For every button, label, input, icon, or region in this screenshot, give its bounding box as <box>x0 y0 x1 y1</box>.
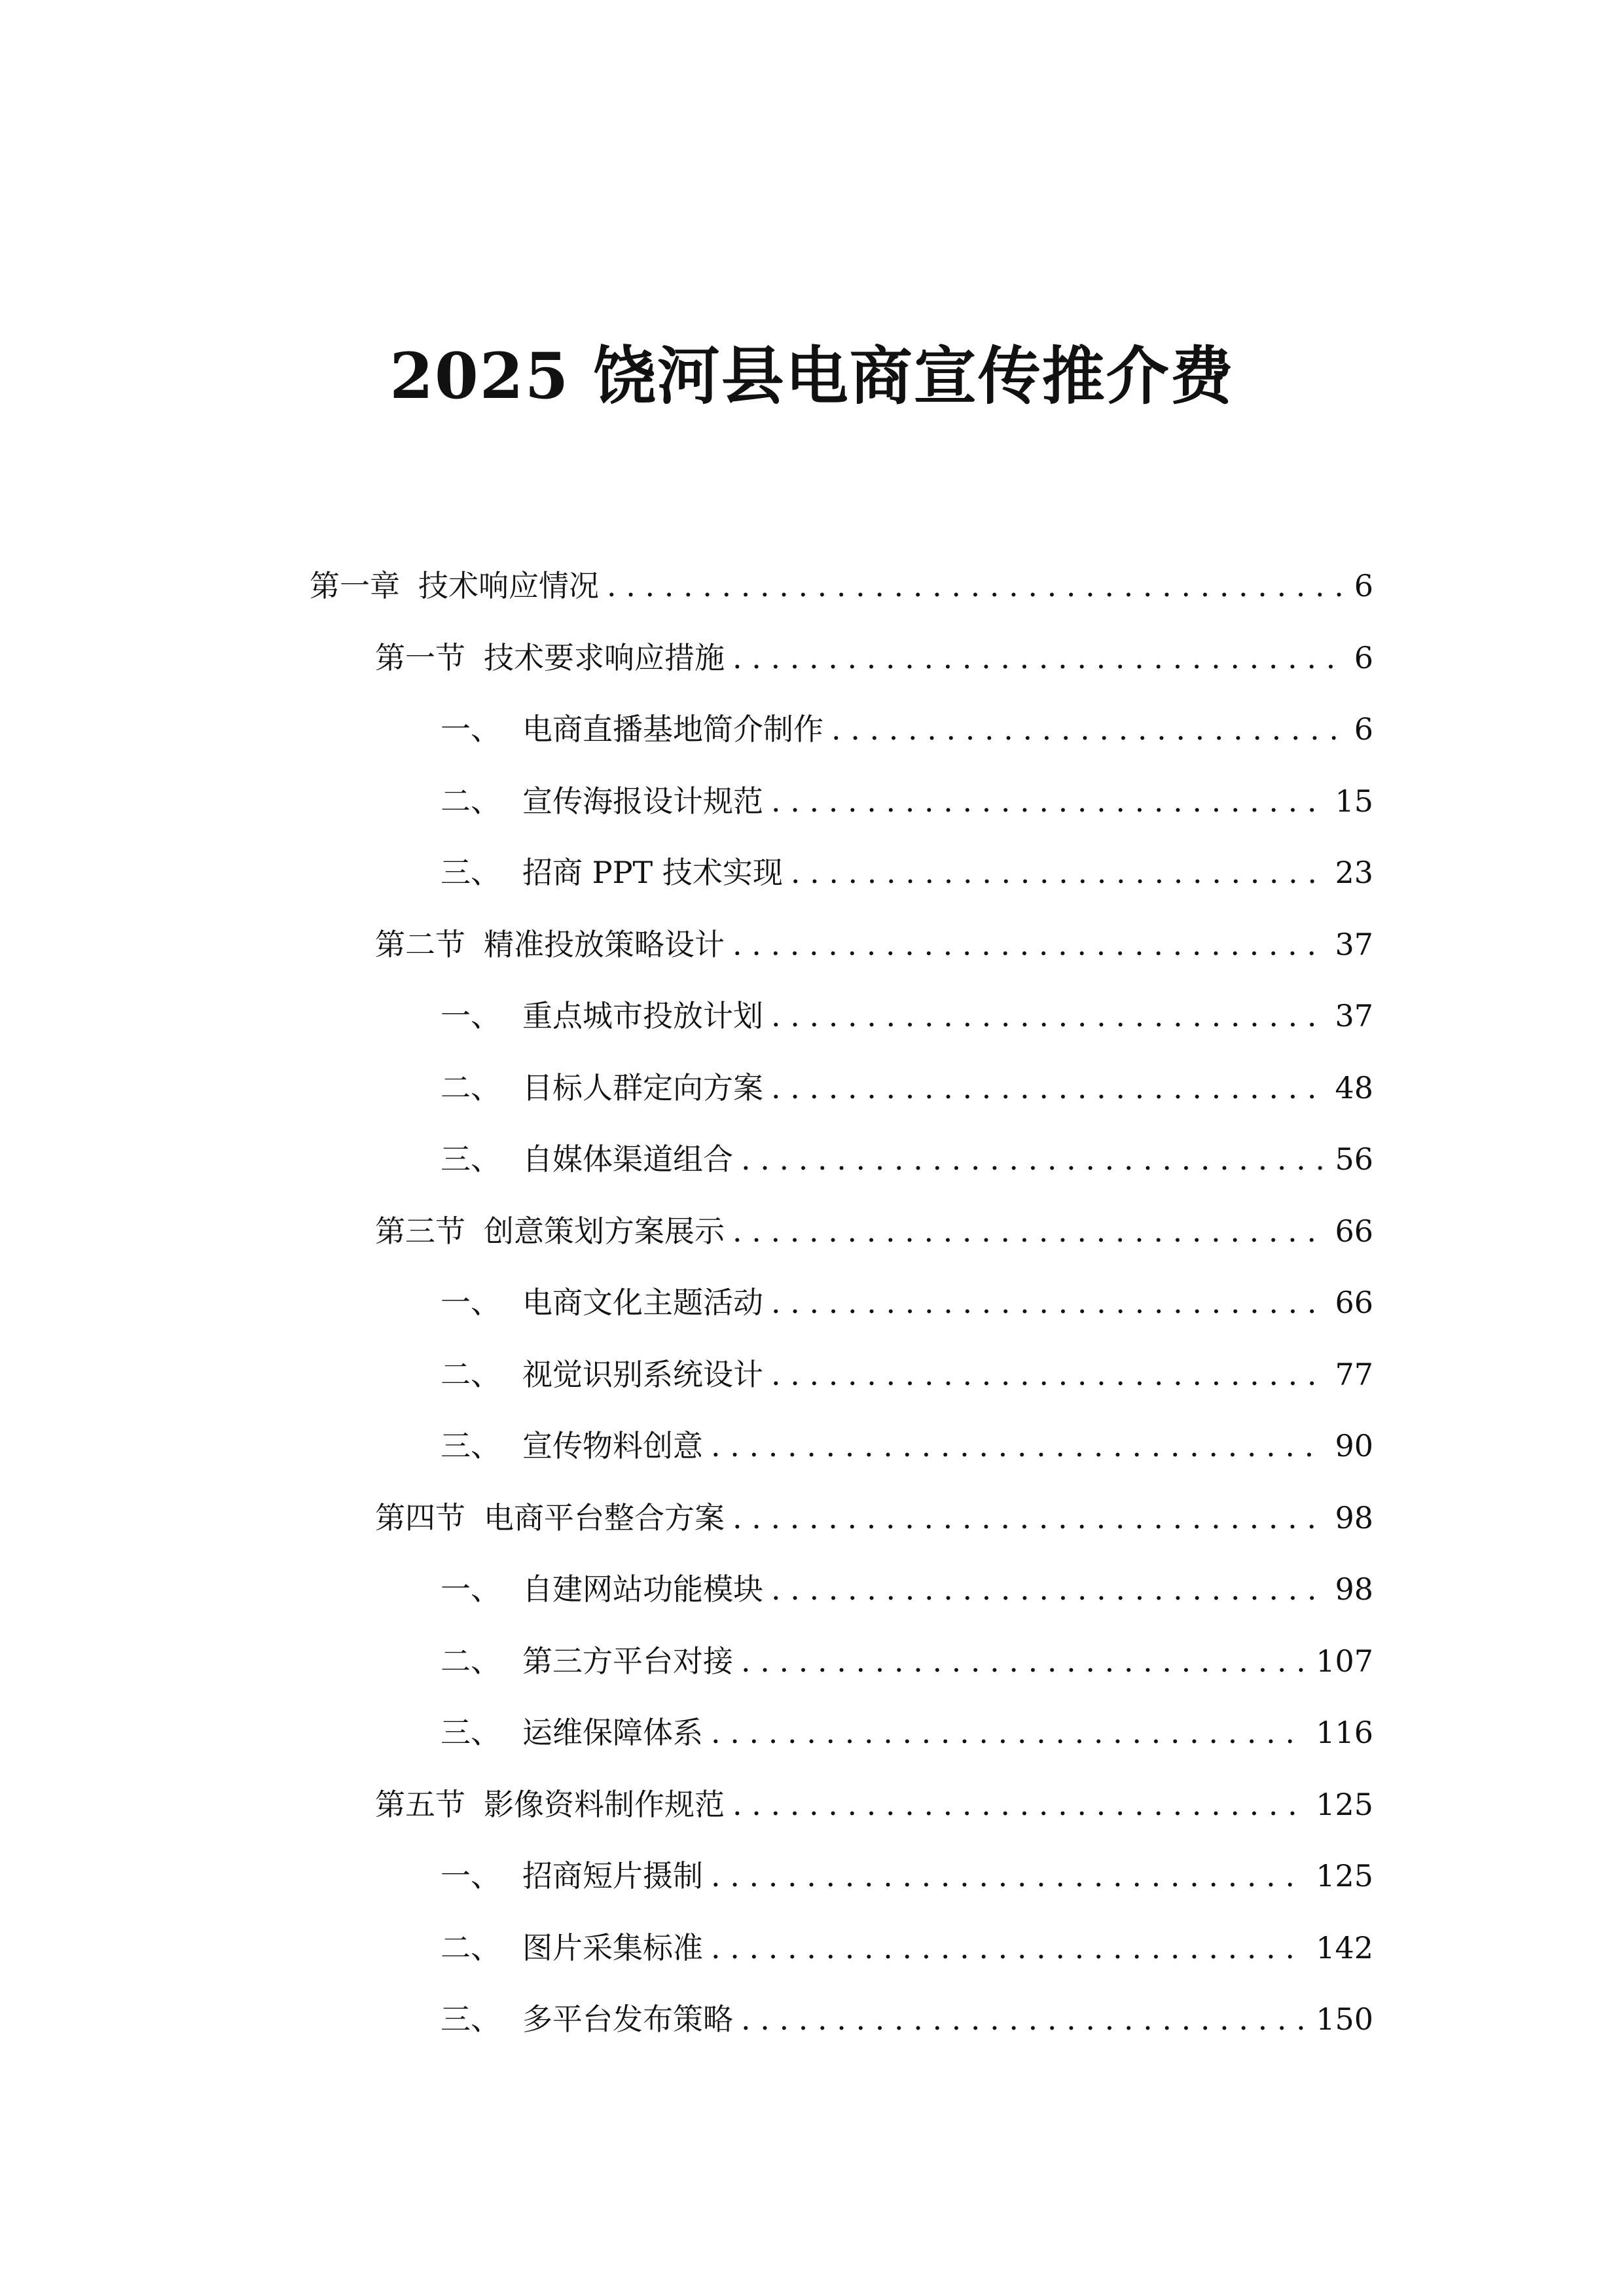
toc-dot-leader <box>711 1700 1307 1765</box>
toc-entry[interactable] <box>441 840 1373 905</box>
toc-page-number: 66 <box>1335 1285 1373 1320</box>
toc-page-number: 48 <box>1335 1070 1373 1105</box>
toc-entry-number: 第二节 <box>375 927 465 962</box>
toc-page-number: 77 <box>1335 1357 1373 1392</box>
toc-page-number: 15 <box>1335 783 1373 819</box>
toc-entry[interactable] <box>441 1986 1373 2052</box>
toc-page-number: 98 <box>1335 1500 1373 1535</box>
toc-entry-title: 电商直播基地简介制作 <box>522 711 823 747</box>
toc-page-number: 6 <box>1354 711 1373 747</box>
toc-dot-leader <box>791 840 1326 905</box>
toc-entry-number: 第一章 <box>310 568 400 603</box>
toc-entry[interactable] <box>441 1843 1373 1909</box>
toc-page-number: 98 <box>1335 1571 1373 1607</box>
toc-dot-leader <box>732 625 1345 691</box>
toc-entry-title: 精准投放策略设计 <box>484 927 725 962</box>
toc-entry[interactable] <box>375 625 1373 691</box>
toc-dot-leader <box>741 1126 1326 1192</box>
toc-entry-title: 电商文化主题活动 <box>522 1285 763 1320</box>
toc-page-number: 107 <box>1316 1643 1373 1679</box>
toc-page-number: 23 <box>1335 855 1373 890</box>
toc-dot-leader <box>771 1342 1326 1407</box>
toc-entry-title: 招商 PPT 技术实现 <box>522 855 783 890</box>
toc-entry-title: 重点城市投放计划 <box>522 998 763 1033</box>
toc-page-number: 6 <box>1354 568 1373 603</box>
toc-page-number: 142 <box>1316 1930 1373 1965</box>
toc-entry[interactable] <box>441 1126 1373 1192</box>
toc-entry-number: 第四节 <box>375 1500 465 1535</box>
toc-page-number: 90 <box>1335 1428 1373 1463</box>
toc-dot-leader <box>711 1843 1307 1909</box>
toc-entry[interactable] <box>441 983 1373 1049</box>
toc-dot-leader <box>732 1485 1326 1551</box>
toc-entry-number: 第一节 <box>375 640 465 675</box>
toc-entry[interactable] <box>441 1915 1373 1981</box>
toc-entry-number: 二、 <box>441 1070 501 1105</box>
toc-dot-leader <box>732 1772 1307 1837</box>
toc-entry-number: 第五节 <box>375 1787 465 1822</box>
toc-entry[interactable] <box>441 1628 1373 1694</box>
toc-entry-title: 创意策划方案展示 <box>484 1213 725 1249</box>
toc-entry-number: 三、 <box>441 1715 501 1750</box>
toc-entry[interactable] <box>375 1772 1373 1837</box>
toc-entry-number: 三、 <box>441 2001 501 2037</box>
toc-dot-leader <box>771 1055 1326 1121</box>
toc-page-number: 37 <box>1335 998 1373 1033</box>
toc-page-number: 37 <box>1335 927 1373 962</box>
toc-dot-leader <box>771 1270 1326 1335</box>
toc-page-number: 150 <box>1316 2001 1373 2037</box>
toc-entry-number: 三、 <box>441 1428 501 1463</box>
toc-dot-leader <box>771 983 1326 1049</box>
toc-entry-number: 一、 <box>441 1858 501 1893</box>
toc-entry-title: 目标人群定向方案 <box>522 1070 763 1105</box>
toc-page-number: 125 <box>1316 1858 1373 1893</box>
toc-entry-number: 一、 <box>441 1285 501 1320</box>
toc-entry[interactable] <box>375 1485 1373 1551</box>
toc-entry-number: 三、 <box>441 855 501 890</box>
toc-dot-leader <box>741 1986 1307 2052</box>
toc-entry-title: 宣传海报设计规范 <box>522 783 763 819</box>
toc-entry-number: 一、 <box>441 998 501 1033</box>
toc-dot-leader <box>771 768 1326 834</box>
toc-dot-leader <box>732 912 1326 977</box>
document-title: 2025 饶河县电商宣传推介费 <box>389 339 1235 413</box>
toc-entry[interactable] <box>441 1413 1373 1479</box>
toc-entry-title: 运维保障体系 <box>522 1715 703 1750</box>
toc-entry-number: 一、 <box>441 711 501 747</box>
toc-entry-title: 自媒体渠道组合 <box>522 1141 733 1177</box>
toc-entry-title: 影像资料制作规范 <box>484 1787 725 1822</box>
toc-entry-number: 一、 <box>441 1571 501 1607</box>
toc-entry-title: 招商短片摄制 <box>522 1858 703 1893</box>
toc-page-number: 116 <box>1316 1715 1373 1750</box>
toc-entry-number: 二、 <box>441 1643 501 1679</box>
toc-entry[interactable] <box>310 553 1373 619</box>
toc-dot-leader <box>711 1915 1307 1981</box>
toc-dot-leader <box>732 1198 1326 1264</box>
toc-entry-title: 自建网站功能模块 <box>522 1571 763 1607</box>
toc-dot-leader <box>607 553 1345 619</box>
toc-entry[interactable] <box>441 1055 1373 1121</box>
toc-page-number: 66 <box>1335 1213 1373 1249</box>
toc-entry-title: 电商平台整合方案 <box>484 1500 725 1535</box>
toc-dot-leader <box>831 696 1345 762</box>
toc-entry[interactable] <box>441 696 1373 762</box>
toc-entry-title: 多平台发布策略 <box>522 2001 733 2037</box>
toc-entry-title: 技术要求响应措施 <box>484 640 725 675</box>
toc-entry-title: 第三方平台对接 <box>522 1643 733 1679</box>
toc-entry-number: 二、 <box>441 783 501 819</box>
toc-dot-leader <box>771 1556 1326 1622</box>
toc-entry-title: 宣传物料创意 <box>522 1428 703 1463</box>
toc-dot-leader <box>711 1413 1326 1479</box>
toc-entry-number: 三、 <box>441 1141 501 1177</box>
toc-entry[interactable] <box>441 768 1373 834</box>
toc-page-number: 6 <box>1354 640 1373 675</box>
toc-entry-title: 图片采集标准 <box>522 1930 703 1965</box>
toc-entry-title: 视觉识别系统设计 <box>522 1357 763 1392</box>
toc-page-number: 56 <box>1335 1141 1373 1177</box>
toc-page-number: 125 <box>1316 1787 1373 1822</box>
toc-entry[interactable] <box>441 1556 1373 1622</box>
toc-entry[interactable] <box>375 912 1373 977</box>
toc-entry[interactable] <box>375 1198 1373 1264</box>
toc-entry[interactable] <box>441 1270 1373 1335</box>
toc-entry-number: 二、 <box>441 1357 501 1392</box>
toc-entry-number: 二、 <box>441 1930 501 1965</box>
toc-dot-leader <box>741 1628 1307 1694</box>
toc-entry-number: 第三节 <box>375 1213 465 1249</box>
toc-entry-title: 技术响应情况 <box>418 568 599 603</box>
toc-entry[interactable] <box>441 1700 1373 1765</box>
toc-entry[interactable] <box>441 1342 1373 1407</box>
